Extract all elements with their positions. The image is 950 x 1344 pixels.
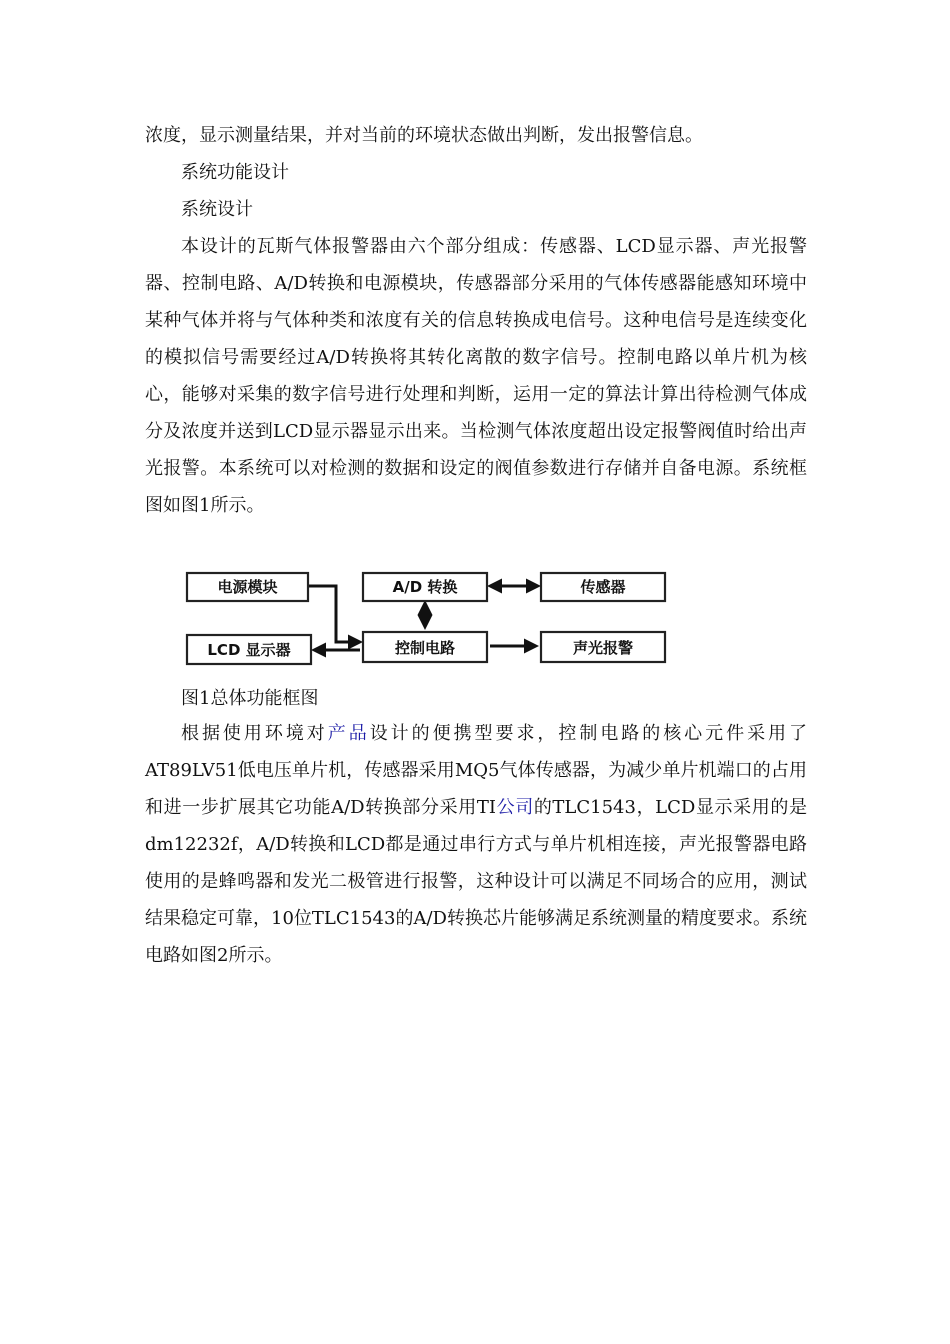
box-ad-converter (363, 573, 487, 601)
top-text-block (145, 117, 807, 524)
box-sound-light-alarm-label: 声光报警 (572, 639, 634, 657)
system-block-diagram (180, 565, 670, 673)
box-lcd-display (187, 635, 311, 664)
box-power-module-label: 电源模块 (217, 578, 278, 596)
box-sound-light-alarm (541, 632, 665, 662)
link-company[interactable]: 公司 (495, 797, 534, 818)
heading-system-design: 系统设计 (181, 199, 253, 220)
paragraph-intro-continuation: 浓度，显示测量结果，并对当前的环境状态做出判断，发出报警信息。 (145, 125, 703, 146)
paragraph-circuit-part1: 根据使用环境对 (181, 723, 328, 744)
paragraph-circuit-part2: 设计的便携型要求，控制电路的核心元件采用了AT89LV51低电压单片机，传感器采用MQ5气体传感器，为减少单片机端口的占用和进一步扩展其它功能A/D转换部分采用TI (145, 723, 808, 818)
arrow-power-to-control (308, 586, 360, 642)
box-lcd-display-label: LCD 显示器 (207, 641, 291, 659)
box-ad-converter-label: A/D 转换 (392, 578, 458, 596)
box-control-circuit (363, 632, 487, 662)
link-product[interactable]: 产品 (327, 723, 370, 744)
heading-system-function-design: 系统功能设计 (181, 162, 289, 183)
box-control-circuit-label: 控制电路 (394, 639, 456, 657)
box-sensor (541, 573, 665, 601)
bottom-text-block (145, 715, 807, 974)
paragraph-system-description: 本设计的瓦斯气体报警器由六个部分组成：传感器、LCD显示器、声光报警器、控制电路、A/D转换和电源模块，传感器部分采用的气体传感器能感知环境中某种气体并将与气体种类和浓度有关的信息转换成电信号。这种电信号是连续变化的模拟信号需要经过A/D转换将其转化离散的数字信号。控制电路以单片机为核心，能够对采集的数字信号进行处理和判断，运用一定的算法计算出待检测气体成分及浓度并送到LCD显示器显示出来。当检测气体浓度超出设定报警阀值时给出声光报警。本系统可以对检测的数据和设定的阀值参数进行存储并自备电源。系统框图如图1所示。 (145, 236, 807, 516)
box-sensor-label: 传感器 (580, 578, 626, 596)
figure-caption: 图1总体功能框图 (181, 688, 319, 709)
paragraph-circuit-description (145, 715, 807, 974)
box-power-module (187, 573, 308, 601)
paragraph-circuit-part3: 的TLC1543，LCD显示采用的是dm12232f，A/D转换和LCD都是通过串行方式与单片机相连接，声光报警器电路使用的是蜂鸣器和发光二极管进行报警，这种设计可以满足不同场合的应用，测试结果稳定可靠，10位TLC1543的A/D转换芯片能够满足系统测量的精度要求。系统电路如图2所示。 (145, 797, 807, 966)
